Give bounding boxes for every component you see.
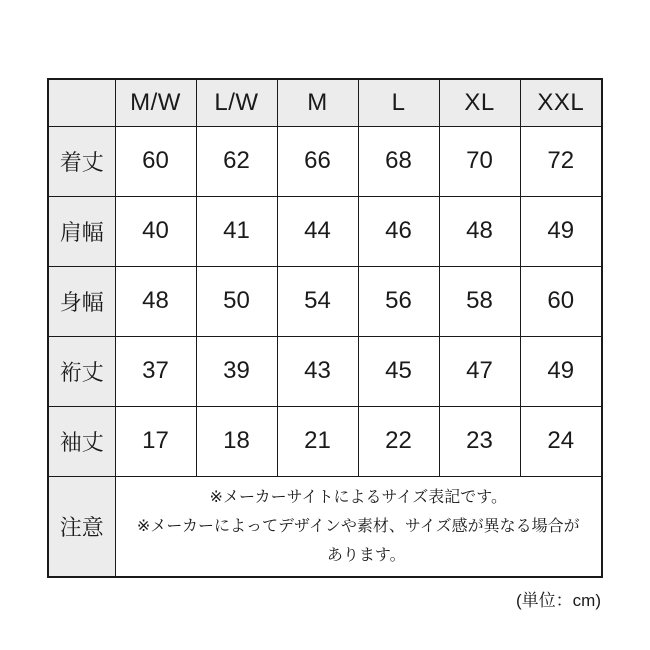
cell-body-length-xxl: 72 bbox=[520, 126, 602, 196]
cell-shoulder-width-l: 46 bbox=[358, 196, 439, 266]
row-sleeve-length bbox=[48, 406, 602, 476]
cell-sleeve-length-mw: 17 bbox=[115, 406, 196, 476]
cell-body-length-l: 68 bbox=[358, 126, 439, 196]
cell-body-width-lw: 50 bbox=[196, 266, 277, 336]
cell-body-width-xl: 58 bbox=[439, 266, 520, 336]
row-header-yuki-length: 裄丈 bbox=[48, 336, 115, 406]
row-header-body-length: 着丈 bbox=[48, 126, 115, 196]
corner-cell bbox=[48, 79, 115, 126]
cell-shoulder-width-lw: 41 bbox=[196, 196, 277, 266]
cell-yuki-length-lw: 39 bbox=[196, 336, 277, 406]
cell-sleeve-length-lw: 18 bbox=[196, 406, 277, 476]
row-body-length bbox=[48, 126, 602, 196]
cell-yuki-length-xxl: 49 bbox=[520, 336, 602, 406]
cell-body-width-m: 54 bbox=[277, 266, 358, 336]
row-shoulder-width bbox=[48, 196, 602, 266]
cell-body-width-mw: 48 bbox=[115, 266, 196, 336]
cell-body-length-mw: 60 bbox=[115, 126, 196, 196]
cell-body-length-xl: 70 bbox=[439, 126, 520, 196]
cell-yuki-length-l: 45 bbox=[358, 336, 439, 406]
cell-body-length-m: 66 bbox=[277, 126, 358, 196]
cell-shoulder-width-mw: 40 bbox=[115, 196, 196, 266]
unit-label: (単位：cm) bbox=[516, 591, 601, 610]
col-header-mw: M/W bbox=[115, 79, 196, 126]
cell-body-length-lw: 62 bbox=[196, 126, 277, 196]
col-header-m: M bbox=[277, 79, 358, 126]
size-chart-page bbox=[47, 78, 601, 611]
row-yuki-length bbox=[48, 336, 602, 406]
notice-line-3: あります。 bbox=[326, 546, 406, 564]
cell-yuki-length-xl: 47 bbox=[439, 336, 520, 406]
cell-sleeve-length-m: 21 bbox=[277, 406, 358, 476]
header-row bbox=[48, 79, 602, 126]
row-header-notice: 注意 bbox=[48, 476, 115, 577]
cell-shoulder-width-xl: 48 bbox=[439, 196, 520, 266]
cell-body-width-l: 56 bbox=[358, 266, 439, 336]
cell-body-width-xxl: 60 bbox=[520, 266, 602, 336]
col-header-l: L bbox=[358, 79, 439, 126]
row-header-shoulder-width: 肩幅 bbox=[48, 196, 115, 266]
size-chart-table bbox=[47, 78, 603, 578]
cell-yuki-length-m: 43 bbox=[277, 336, 358, 406]
cell-shoulder-width-m: 44 bbox=[277, 196, 358, 266]
cell-sleeve-length-l: 22 bbox=[358, 406, 439, 476]
row-body-width bbox=[48, 266, 602, 336]
cell-sleeve-length-xl: 23 bbox=[439, 406, 520, 476]
cell-sleeve-length-xxl: 24 bbox=[520, 406, 602, 476]
row-header-sleeve-length: 袖丈 bbox=[48, 406, 115, 476]
notice-line-1: ※メーカーサイトによるサイズ表記です。 bbox=[209, 488, 507, 506]
row-header-body-width: 身幅 bbox=[48, 266, 115, 336]
row-notice bbox=[48, 476, 602, 577]
col-header-xxl: XXL bbox=[520, 79, 602, 126]
col-header-lw: L/W bbox=[196, 79, 277, 126]
notice-cell bbox=[115, 476, 602, 577]
notice-line-2: ※メーカーによってデザインや素材、サイズ感が異なる場合が bbox=[136, 517, 580, 535]
cell-yuki-length-mw: 37 bbox=[115, 336, 196, 406]
cell-shoulder-width-xxl: 49 bbox=[520, 196, 602, 266]
col-header-xl: XL bbox=[439, 79, 520, 126]
